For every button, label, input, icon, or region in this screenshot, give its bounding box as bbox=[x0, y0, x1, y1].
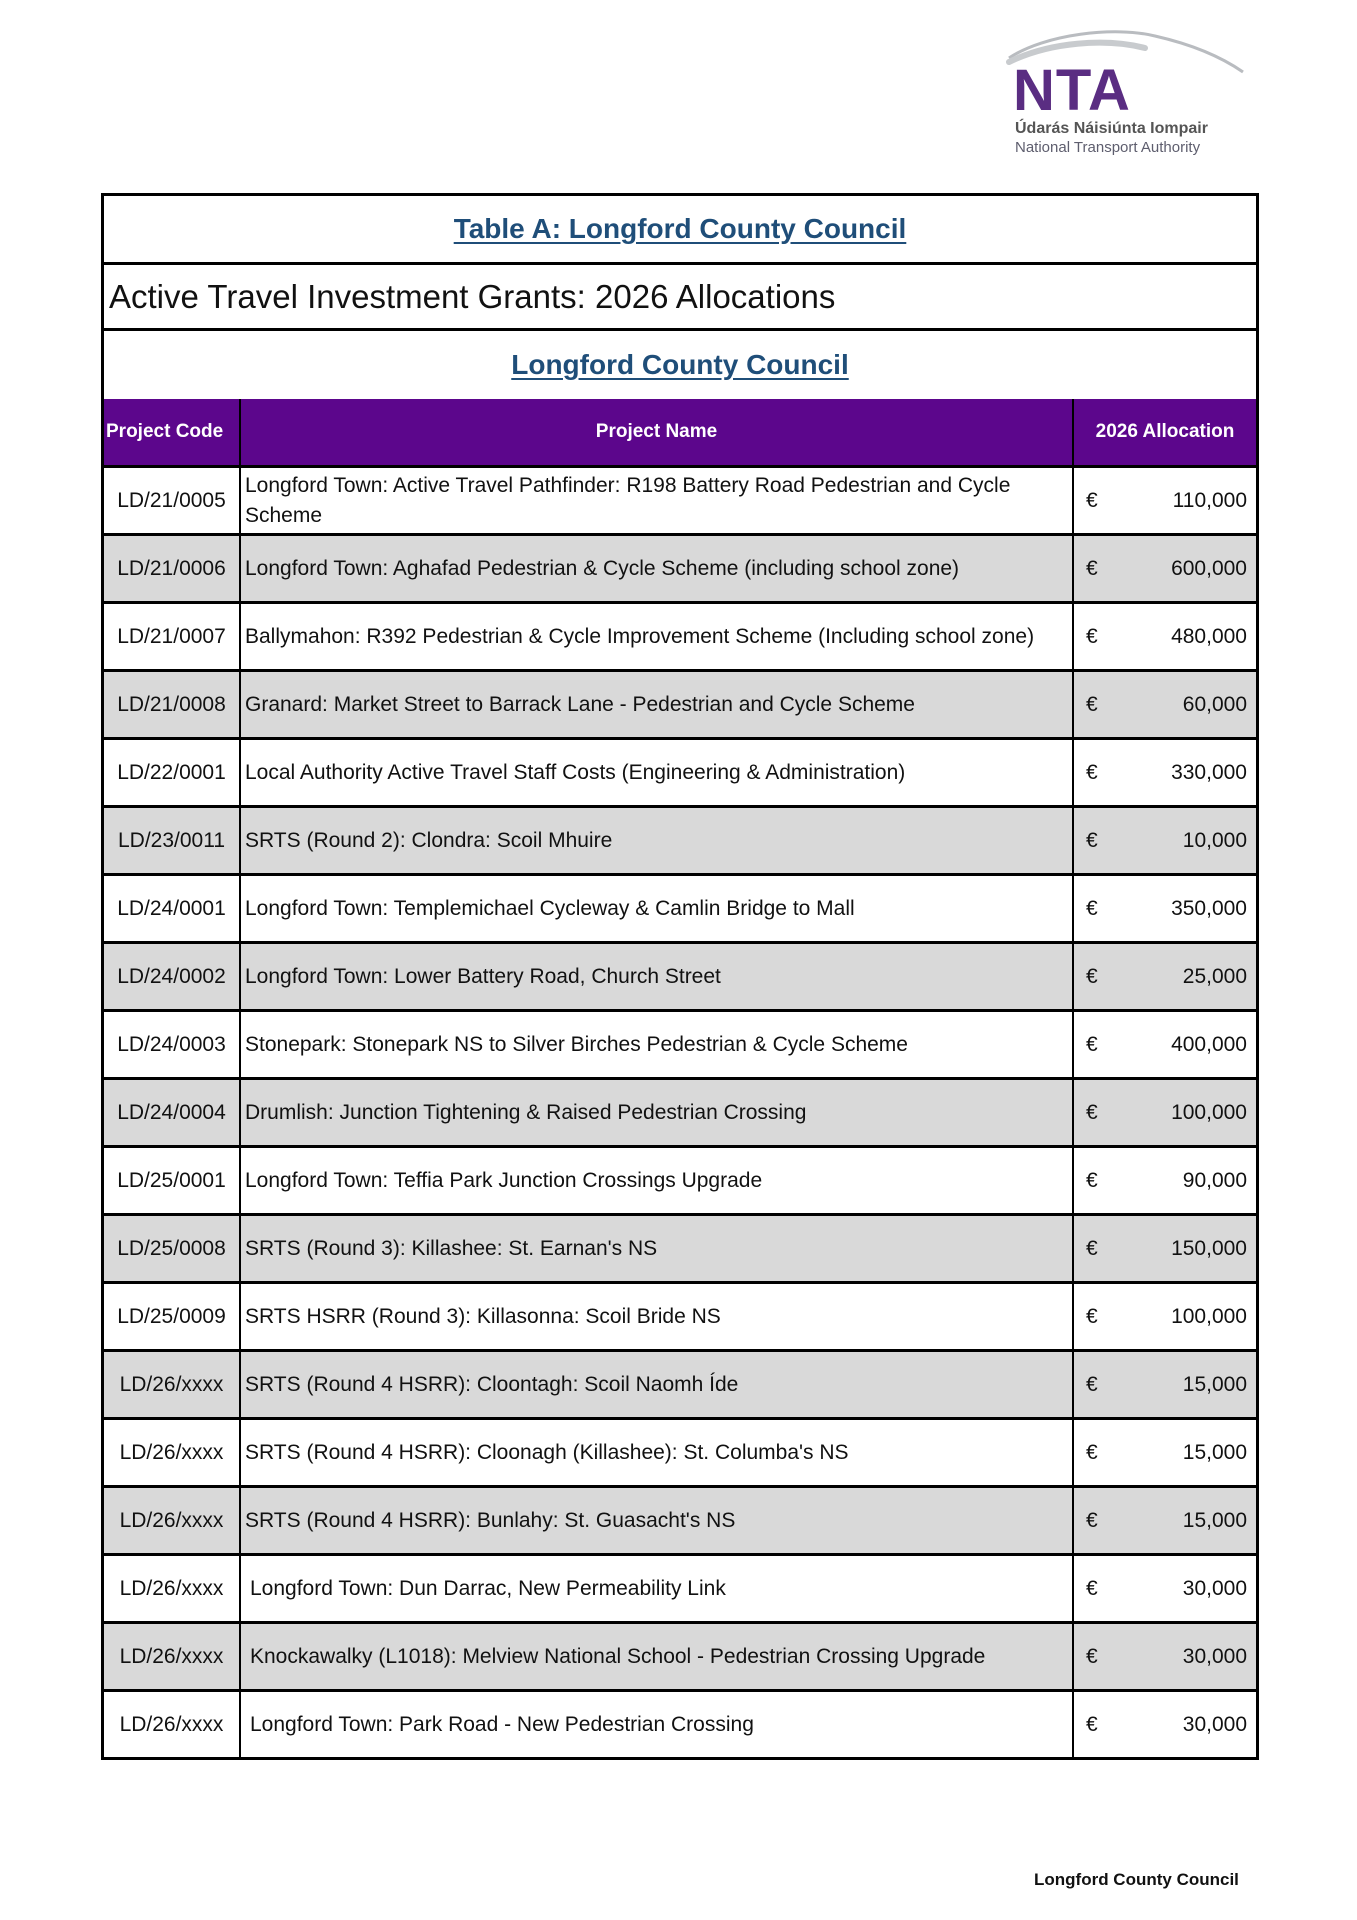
euro-symbol: € bbox=[1086, 692, 1098, 716]
nta-logo bbox=[1005, 28, 1245, 163]
table-row bbox=[104, 1079, 1256, 1147]
allocation-cell bbox=[1073, 807, 1256, 875]
project-code-cell: LD/24/0003 bbox=[104, 1011, 240, 1079]
table-row bbox=[104, 603, 1256, 671]
project-code-cell: LD/21/0006 bbox=[104, 535, 240, 603]
allocation-amount: 600,000 bbox=[1171, 556, 1247, 580]
project-code-cell: LD/25/0008 bbox=[104, 1215, 240, 1283]
project-code-cell: LD/21/0007 bbox=[104, 603, 240, 671]
table-row bbox=[104, 1691, 1256, 1758]
project-name-cell: Granard: Market Street to Barrack Lane - Pedestrian and Cycle Scheme bbox=[240, 671, 1073, 739]
euro-symbol: € bbox=[1086, 488, 1098, 512]
table-title-band bbox=[104, 196, 1256, 265]
allocation-cell bbox=[1073, 1215, 1256, 1283]
project-code-cell: LD/26/xxxx bbox=[104, 1419, 240, 1487]
project-name-cell: SRTS (Round 2): Clondra: Scoil Mhuire bbox=[240, 807, 1073, 875]
column-header-allocation: 2026 Allocation bbox=[1073, 399, 1256, 467]
project-name-cell: Longford Town: Lower Battery Road, Church Street bbox=[240, 943, 1073, 1011]
euro-symbol: € bbox=[1086, 1440, 1098, 1464]
logo-irish-name: Údarás Náisiúnta Iompair bbox=[1015, 120, 1208, 137]
allocation-cell bbox=[1073, 943, 1256, 1011]
euro-symbol: € bbox=[1086, 1576, 1098, 1600]
project-name-cell: Longford Town: Aghafad Pedestrian & Cycle Scheme (including school zone) bbox=[240, 535, 1073, 603]
euro-symbol: € bbox=[1086, 1712, 1098, 1736]
project-code-cell: LD/24/0004 bbox=[104, 1079, 240, 1147]
table-title: Table A: Longford County Council bbox=[453, 213, 907, 244]
allocation-cell bbox=[1073, 739, 1256, 807]
table-row bbox=[104, 1487, 1256, 1555]
project-code-cell: LD/21/0008 bbox=[104, 671, 240, 739]
project-name-cell: SRTS (Round 3): Killashee: St. Earnan's NS bbox=[240, 1215, 1073, 1283]
allocation-amount: 60,000 bbox=[1182, 692, 1247, 716]
project-code-cell: LD/26/xxxx bbox=[104, 1623, 240, 1691]
project-name-cell: Longford Town: Dun Darrac, New Permeability Link bbox=[240, 1555, 1073, 1623]
table-row bbox=[104, 1011, 1256, 1079]
allocation-amount: 150,000 bbox=[1171, 1236, 1247, 1260]
allocations-table bbox=[104, 399, 1256, 1757]
allocation-amount: 10,000 bbox=[1182, 828, 1247, 852]
project-code-cell: LD/23/0011 bbox=[104, 807, 240, 875]
euro-symbol: € bbox=[1086, 1304, 1098, 1328]
allocation-cell bbox=[1073, 1691, 1256, 1758]
project-code-cell: LD/25/0009 bbox=[104, 1283, 240, 1351]
table-row bbox=[104, 943, 1256, 1011]
allocation-cell bbox=[1073, 1079, 1256, 1147]
table-row bbox=[104, 875, 1256, 943]
logo-acronym: NTA bbox=[1013, 58, 1131, 123]
allocation-cell bbox=[1073, 467, 1256, 535]
table-row bbox=[104, 467, 1256, 535]
page-subtitle: Active Travel Investment Grants: 2026 Allocations bbox=[109, 277, 836, 315]
council-heading-band bbox=[104, 331, 1256, 399]
allocation-cell bbox=[1073, 1283, 1256, 1351]
euro-symbol: € bbox=[1086, 964, 1098, 988]
project-code-cell: LD/26/xxxx bbox=[104, 1555, 240, 1623]
project-name-cell: SRTS (Round 4 HSRR): Bunlahy: St. Guasacht's NS bbox=[240, 1487, 1073, 1555]
euro-symbol: € bbox=[1086, 1100, 1098, 1124]
euro-symbol: € bbox=[1086, 896, 1098, 920]
euro-symbol: € bbox=[1086, 624, 1098, 648]
allocation-amount: 480,000 bbox=[1171, 624, 1247, 648]
allocation-amount: 400,000 bbox=[1171, 1032, 1247, 1056]
project-code-cell: LD/26/xxxx bbox=[104, 1487, 240, 1555]
allocation-amount: 15,000 bbox=[1182, 1372, 1247, 1396]
subtitle-band bbox=[104, 265, 1256, 331]
project-code-cell: LD/24/0002 bbox=[104, 943, 240, 1011]
allocation-cell bbox=[1073, 671, 1256, 739]
euro-symbol: € bbox=[1086, 1508, 1098, 1532]
allocation-amount: 350,000 bbox=[1171, 896, 1247, 920]
euro-symbol: € bbox=[1086, 1168, 1098, 1192]
allocation-amount: 15,000 bbox=[1182, 1508, 1247, 1532]
project-code-cell: LD/24/0001 bbox=[104, 875, 240, 943]
euro-symbol: € bbox=[1086, 828, 1098, 852]
project-name-cell: Knockawalky (L1018): Melview National School - Pedestrian Crossing Upgrade bbox=[240, 1623, 1073, 1691]
table-row bbox=[104, 1555, 1256, 1623]
table-row bbox=[104, 535, 1256, 603]
allocation-cell bbox=[1073, 875, 1256, 943]
table-row bbox=[104, 1147, 1256, 1215]
allocation-amount: 100,000 bbox=[1171, 1304, 1247, 1328]
allocation-cell bbox=[1073, 1011, 1256, 1079]
table-row bbox=[104, 1419, 1256, 1487]
allocation-amount: 90,000 bbox=[1182, 1168, 1247, 1192]
allocation-cell bbox=[1073, 1419, 1256, 1487]
project-name-cell: Longford Town: Templemichael Cycleway & Camlin Bridge to Mall bbox=[240, 875, 1073, 943]
euro-symbol: € bbox=[1086, 760, 1098, 784]
allocation-cell bbox=[1073, 1487, 1256, 1555]
project-name-cell: SRTS HSRR (Round 3): Killasonna: Scoil Bride NS bbox=[240, 1283, 1073, 1351]
table-row bbox=[104, 1283, 1256, 1351]
allocation-amount: 25,000 bbox=[1182, 964, 1247, 988]
project-name-cell: SRTS (Round 4 HSRR): Cloontagh: Scoil Naomh Íde bbox=[240, 1351, 1073, 1419]
allocation-cell bbox=[1073, 1623, 1256, 1691]
allocation-cell bbox=[1073, 603, 1256, 671]
project-name-cell: Longford Town: Teffia Park Junction Crossings Upgrade bbox=[240, 1147, 1073, 1215]
allocations-sheet bbox=[101, 193, 1259, 1760]
project-code-cell: LD/26/xxxx bbox=[104, 1351, 240, 1419]
project-name-cell: SRTS (Round 4 HSRR): Cloonagh (Killashee): St. Columba's NS bbox=[240, 1419, 1073, 1487]
euro-symbol: € bbox=[1086, 556, 1098, 580]
column-header-project-code: Project Code bbox=[104, 399, 240, 467]
footer-council-label: Longford County Council bbox=[1034, 1870, 1239, 1889]
euro-symbol: € bbox=[1086, 1032, 1098, 1056]
euro-symbol: € bbox=[1086, 1236, 1098, 1260]
table-row bbox=[104, 1351, 1256, 1419]
project-code-cell: LD/21/0005 bbox=[104, 467, 240, 535]
euro-symbol: € bbox=[1086, 1644, 1098, 1668]
table-row bbox=[104, 1215, 1256, 1283]
allocation-cell bbox=[1073, 1351, 1256, 1419]
allocation-amount: 15,000 bbox=[1182, 1440, 1247, 1464]
table-row bbox=[104, 807, 1256, 875]
allocation-amount: 330,000 bbox=[1171, 760, 1247, 784]
allocation-amount: 30,000 bbox=[1182, 1712, 1247, 1736]
table-row bbox=[104, 1623, 1256, 1691]
allocation-amount: 100,000 bbox=[1171, 1100, 1247, 1124]
allocation-amount: 30,000 bbox=[1182, 1644, 1247, 1668]
allocation-amount: 30,000 bbox=[1182, 1576, 1247, 1600]
project-name-cell: Longford Town: Active Travel Pathfinder: R198 Battery Road Pedestrian and Cycle Scheme bbox=[240, 467, 1073, 535]
council-heading: Longford County Council bbox=[511, 349, 849, 380]
project-name-cell: Ballymahon: R392 Pedestrian & Cycle Improvement Scheme (Including school zone) bbox=[240, 603, 1073, 671]
allocation-amount: 110,000 bbox=[1172, 488, 1247, 512]
project-code-cell: LD/25/0001 bbox=[104, 1147, 240, 1215]
table-row bbox=[104, 671, 1256, 739]
project-name-cell: Local Authority Active Travel Staff Costs (Engineering & Administration) bbox=[240, 739, 1073, 807]
euro-symbol: € bbox=[1086, 1372, 1098, 1396]
project-name-cell: Drumlish: Junction Tightening & Raised Pedestrian Crossing bbox=[240, 1079, 1073, 1147]
table-row bbox=[104, 739, 1256, 807]
project-code-cell: LD/26/xxxx bbox=[104, 1691, 240, 1758]
project-name-cell: Stonepark: Stonepark NS to Silver Birches Pedestrian & Cycle Scheme bbox=[240, 1011, 1073, 1079]
project-code-cell: LD/22/0001 bbox=[104, 739, 240, 807]
logo-english-name: National Transport Authority bbox=[1015, 139, 1201, 156]
table-header-row bbox=[104, 399, 1256, 467]
allocation-cell bbox=[1073, 535, 1256, 603]
column-header-project-name: Project Name bbox=[240, 399, 1073, 467]
allocation-cell bbox=[1073, 1555, 1256, 1623]
project-name-cell: Longford Town: Park Road - New Pedestrian Crossing bbox=[240, 1691, 1073, 1758]
allocation-cell bbox=[1073, 1147, 1256, 1215]
